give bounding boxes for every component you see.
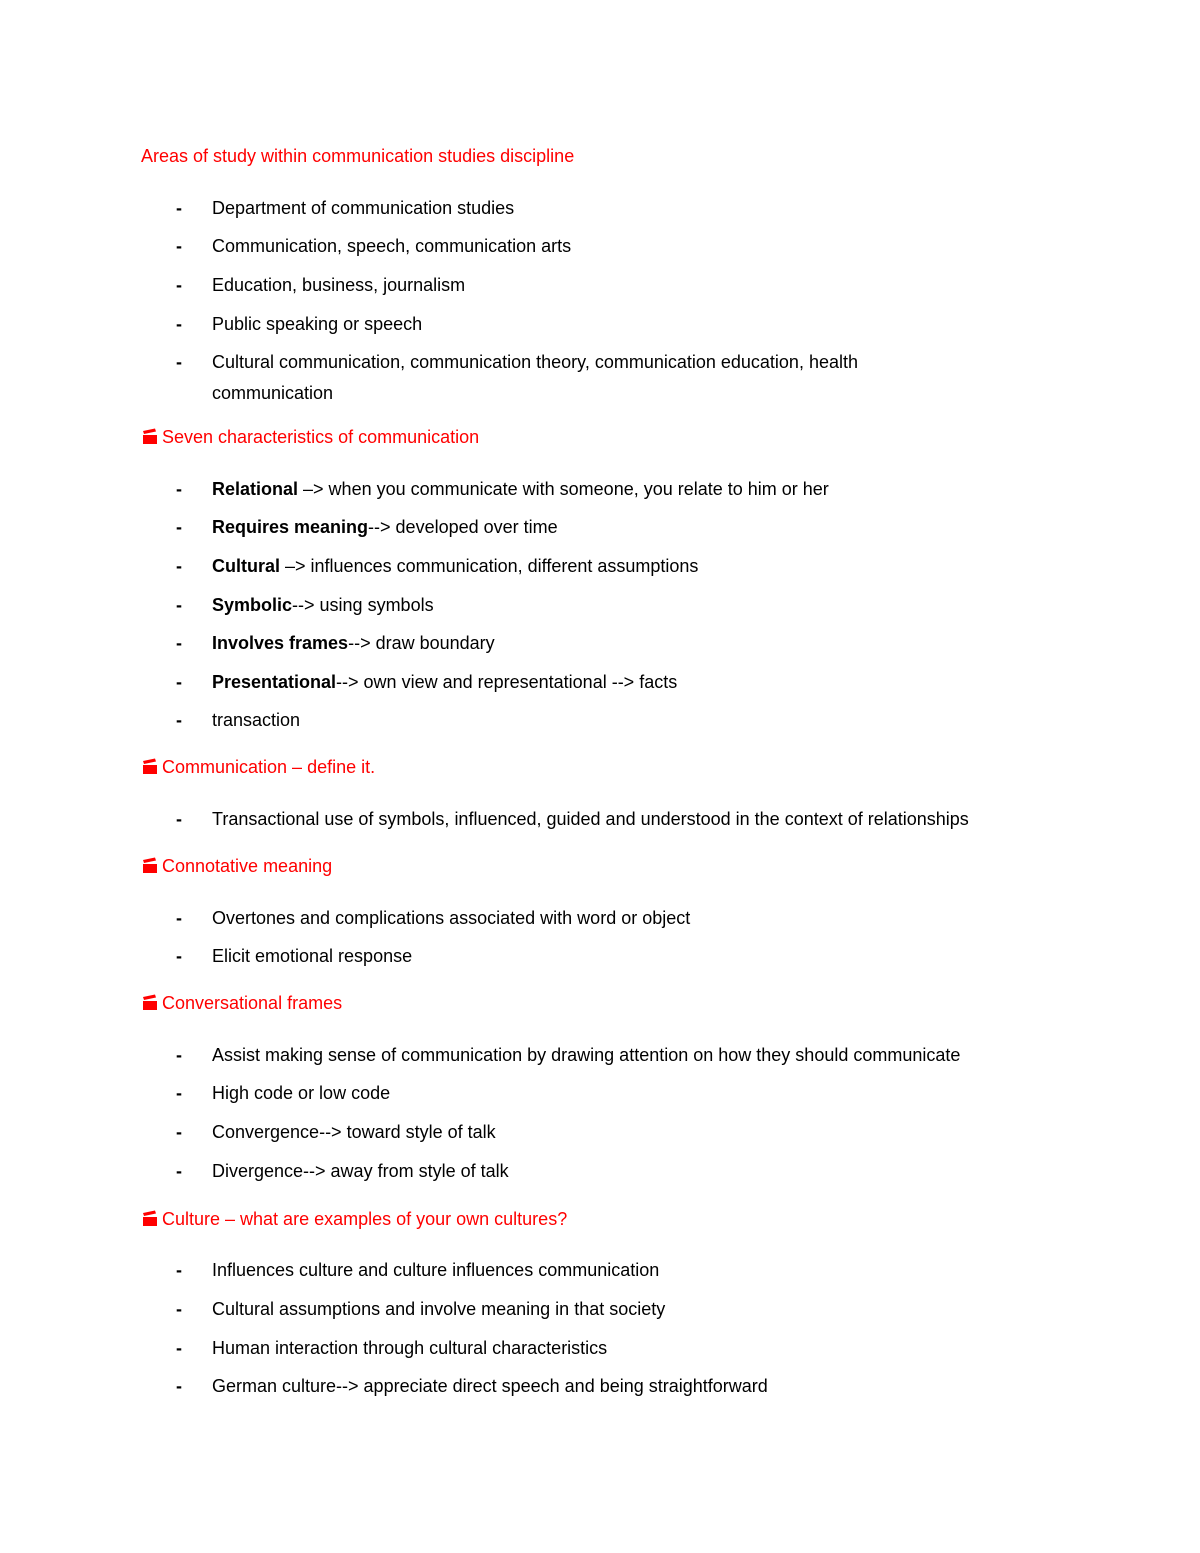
bullet-dash: -: [176, 1083, 182, 1103]
list-item: - Assist making sense of communication by drawing attention on how they should communicate: [176, 1040, 1126, 1071]
bullet-dash: -: [176, 314, 182, 334]
list-item: - High code or low code: [176, 1078, 1126, 1109]
list-item: - Requires meaning--> developed over time: [176, 512, 1126, 543]
list-item: - Symbolic--> using symbols: [176, 590, 1126, 621]
bullet-dash: -: [176, 595, 182, 615]
clapperboard-icon: [141, 428, 159, 446]
list-item: - Presentational--> own view and representational --> facts: [176, 667, 1126, 698]
list-item: - Education, business, journalism: [176, 270, 1126, 301]
section-heading: [141, 855, 332, 877]
section-heading: [141, 145, 574, 167]
bullet-dash: -: [176, 275, 182, 295]
bullet-dash: -: [176, 198, 182, 218]
bullet-dash: -: [176, 1045, 182, 1065]
section-heading-text: Communication – define it.: [162, 757, 376, 777]
bullet-dash: -: [176, 809, 182, 829]
section-heading-text: Areas of study within communication studies discipline: [141, 146, 575, 166]
list-item: - Convergence--> toward style of talk: [176, 1117, 1126, 1148]
list-item: - Divergence--> away from style of talk: [176, 1156, 1126, 1187]
section-heading-text: Culture – what are examples of your own cultures?: [162, 1209, 568, 1229]
bullet-dash: -: [176, 908, 182, 928]
list-item: - German culture--> appreciate direct speech and being straightforward: [176, 1371, 1126, 1402]
section-heading-text: Conversational frames: [162, 993, 343, 1013]
list-item: - Relational –> when you communicate with someone, you relate to him or her: [176, 474, 1126, 505]
list-item: - Cultural assumptions and involve meaning in that society: [176, 1294, 1126, 1325]
list-item: - transaction: [176, 705, 1126, 736]
list-item: - Public speaking or speech: [176, 309, 1126, 340]
bullet-dash: -: [176, 1376, 182, 1396]
bullet-dash: -: [176, 1260, 182, 1280]
list-item: - Human interaction through cultural characteristics: [176, 1333, 1126, 1364]
bullet-dash: -: [176, 946, 182, 966]
term-bold: Requires meaning: [212, 517, 369, 537]
list-item: - Overtones and complications associated with word or object: [176, 903, 1126, 934]
bullet-dash: -: [176, 1161, 182, 1181]
list-item: - Involves frames--> draw boundary: [176, 628, 1126, 659]
clapperboard-icon: [141, 1210, 159, 1228]
bullet-dash: -: [176, 479, 182, 499]
bullet-dash: -: [176, 556, 182, 576]
list-item: - Communication, speech, communication arts: [176, 231, 1126, 262]
list-item: - Transactional use of symbols, influenced, guided and understood in the context of relationships: [176, 804, 1126, 835]
term-bold: Cultural: [212, 556, 281, 576]
bullet-dash: -: [176, 517, 182, 537]
term-bold: Presentational: [212, 672, 337, 692]
list-item: - Cultural –> influences communication, different assumptions: [176, 551, 1126, 582]
section-heading: [141, 992, 342, 1014]
list-item: - Influences culture and culture influences communication: [176, 1255, 1126, 1286]
section-heading-text: Seven characteristics of communication: [162, 427, 480, 447]
term-bold: Involves frames: [212, 633, 349, 653]
list-item: - Cultural communication, communication theory, communication education, health communication: [176, 347, 956, 409]
bullet-dash: -: [176, 710, 182, 730]
list-item: - Department of communication studies: [176, 193, 1126, 224]
bullet-dash: -: [176, 1338, 182, 1358]
bullet-dash: -: [176, 352, 182, 372]
clapperboard-icon: [141, 994, 159, 1012]
bullet-dash: -: [176, 1122, 182, 1142]
section-heading: [141, 756, 375, 778]
bullet-dash: -: [176, 236, 182, 256]
section-heading: [141, 1208, 567, 1230]
bullet-dash: -: [176, 672, 182, 692]
section-heading: [141, 426, 479, 448]
section-heading-text: Connotative meaning: [162, 856, 333, 876]
bullet-dash: -: [176, 633, 182, 653]
term-bold: Relational: [212, 479, 299, 499]
clapperboard-icon: [141, 758, 159, 776]
bullet-dash: -: [176, 1299, 182, 1319]
term-bold: Symbolic: [212, 595, 293, 615]
clapperboard-icon: [141, 857, 159, 875]
list-item: - Elicit emotional response: [176, 941, 1126, 972]
